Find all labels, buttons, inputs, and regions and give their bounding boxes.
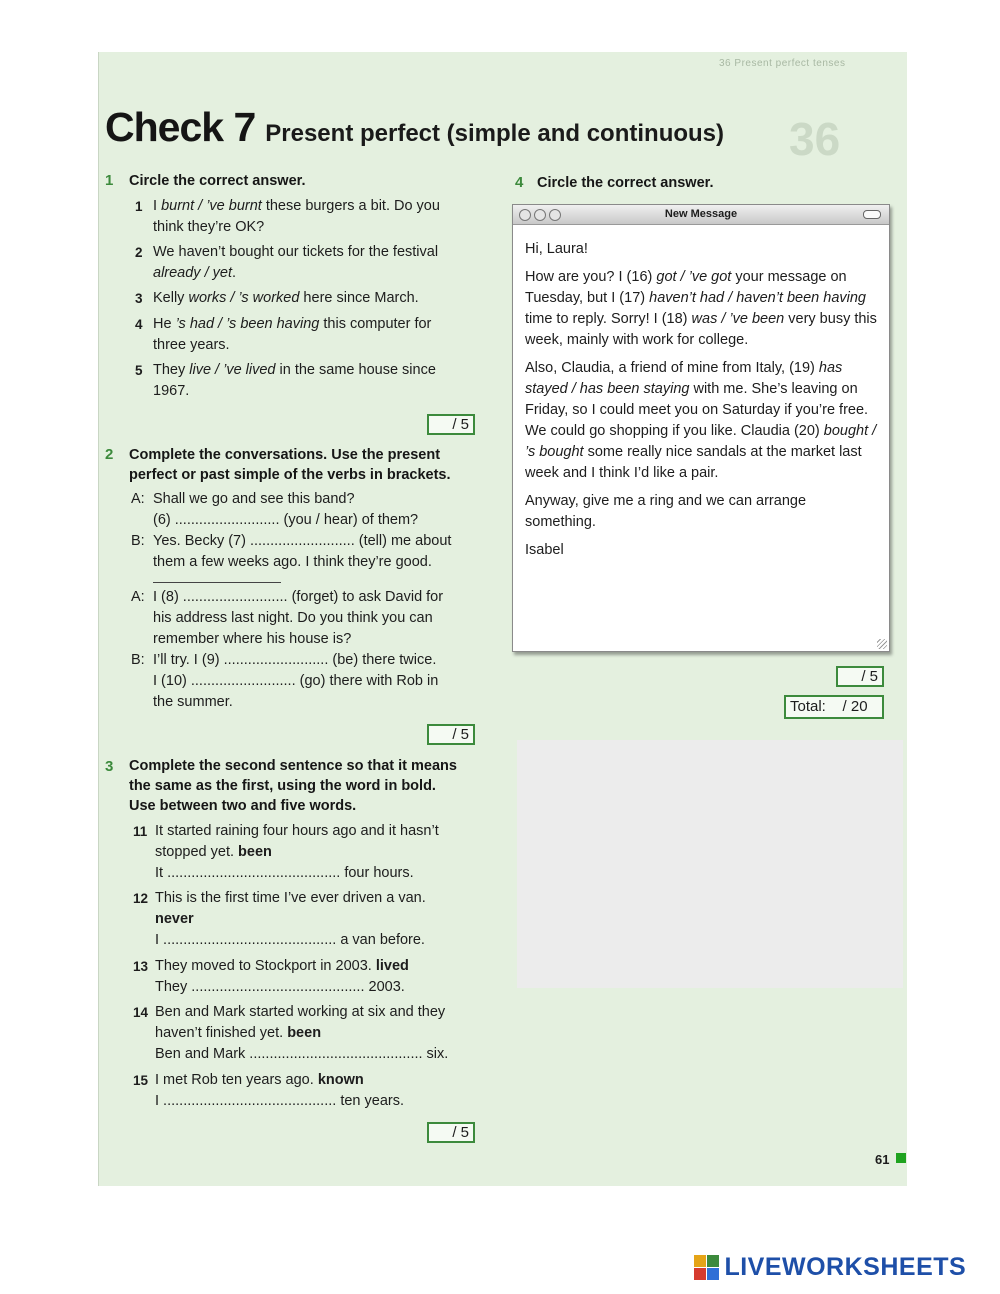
- answer-gap-13[interactable]: They ........................................... 2003.: [155, 979, 405, 995]
- ghost-unit-number: 36: [789, 113, 841, 165]
- close-window-icon[interactable]: [519, 209, 531, 221]
- liveworksheets-logo[interactable]: [694, 1253, 966, 1282]
- zoom-window-icon[interactable]: [549, 209, 561, 221]
- section-4-heading: Circle the correct answer.: [537, 175, 714, 191]
- message-paragraph-3: Anyway, give me a ring and we can arrange something.: [525, 493, 807, 530]
- answer-options-18[interactable]: was / ’ve been: [691, 311, 785, 327]
- message-paragraph-2: Also, Claudia, a friend of mine from Italy, (19) has stayed / has been staying with me. She’s leaving on Friday, so I could meet you on Saturday if you’re free. We could go shopping if you like. Claudia (20) bought / ’s bought some really nice sandals at the market last week and I think I’d like a pair.: [525, 360, 877, 481]
- section-1-heading: Circle the correct answer.: [129, 173, 306, 189]
- answer-options[interactable]: already / yet: [153, 265, 232, 281]
- exercise-item-11: 11 It started raining four hours ago and it hasn’t stopped yet. been It ........................................... four hours.: [155, 821, 495, 884]
- section-4-score: / 5: [836, 666, 884, 687]
- message-paragraph-1: How are you? I (16) got / ’ve got your message on Tuesday, but I (17) haven’t had / haven’t been having time to reply. Sorry! I (18) was / ’ve been very busy this week, mainly with work for college.: [525, 269, 877, 348]
- section-1-number: 1: [105, 172, 114, 189]
- page-title: [105, 104, 724, 151]
- exercise-item-5: 5 They live / ’ve lived in the same house since 1967.: [135, 362, 436, 399]
- blank-overlay: [517, 740, 903, 988]
- section-2-score: / 5: [427, 724, 475, 745]
- window-titlebar: [513, 205, 889, 225]
- exercise-item-2: 2 We haven’t bought our tickets for the festival already / yet.: [135, 244, 439, 281]
- title-check: Check 7: [105, 104, 256, 150]
- brand-name: LIVEWORKSHEETS: [724, 1253, 967, 1281]
- answer-gap-15[interactable]: I ........................................... ten years.: [155, 1093, 404, 1109]
- answer-options-19[interactable]: has stayed / has been staying: [525, 360, 843, 397]
- total-score: Total: / 20: [784, 695, 884, 719]
- answer-gap-14[interactable]: Ben and Mark ........................................... six.: [155, 1046, 449, 1062]
- section-2-number: 2: [105, 446, 114, 463]
- exercise-item-1: 1 I burnt / ’ve burnt these burgers a bit. Do you think they’re OK?: [135, 198, 440, 235]
- page-number: 61: [875, 1152, 890, 1167]
- section-3-heading: Complete the second sentence so that it means the same as the first, using the word in bold. Use between two and five words.: [129, 758, 457, 814]
- answer-options[interactable]: live / ’ve lived: [189, 362, 276, 378]
- gap-9[interactable]: I’ll try. I (9) .......................... (be) there twice.: [153, 652, 437, 668]
- gap-6[interactable]: (6) .......................... (you / hear) of them?: [153, 512, 419, 528]
- conversation-2: A: I (8) .......................... (forget) to ask David for his address last night. Do you think you can remember where his house is? B: I’ll try. I (9) .......................... (be) there twice. I (10) .......................... (go) there with Rob in the summer.: [131, 587, 491, 713]
- new-message-window: [512, 204, 890, 652]
- exercise-item-14: 14 Ben and Mark started working at six and they haven’t finished yet. been Ben and Mark ........................................... six.: [155, 1002, 495, 1065]
- message-body: [513, 225, 889, 561]
- exercise-item-3: 3 Kelly works / ’s worked here since March.: [135, 290, 419, 306]
- section-1-score: / 5: [427, 414, 475, 435]
- toolbar-toggle-icon[interactable]: [863, 210, 881, 219]
- liveworksheets-icon: [694, 1255, 720, 1281]
- section-3-score: / 5: [427, 1122, 475, 1143]
- divider: [153, 582, 281, 583]
- answer-options[interactable]: works / ’s worked: [188, 290, 300, 306]
- resize-handle[interactable]: [877, 639, 887, 649]
- exercise-item-12: 12 This is the first time I’ve ever driven a van. never I ........................................... a van before.: [155, 888, 495, 951]
- answer-gap-11[interactable]: It ........................................... four hours.: [155, 865, 414, 881]
- answer-gap-12[interactable]: I ........................................... a van before.: [155, 932, 425, 948]
- answer-options-20[interactable]: bought / ’s bought: [525, 423, 877, 460]
- exercise-item-15: 15 I met Rob ten years ago. known I ........................................... ten years.: [155, 1070, 495, 1112]
- exercise-item-13: 13 They moved to Stockport in 2003. lived They ........................................... 2003.: [155, 956, 495, 998]
- answer-options-17[interactable]: haven’t had / haven’t been having: [649, 290, 866, 306]
- page-marker: [896, 1153, 906, 1163]
- message-signoff: Isabel: [525, 542, 564, 558]
- worksheet-page: [98, 52, 907, 1186]
- minimize-window-icon[interactable]: [534, 209, 546, 221]
- gap-7[interactable]: Yes. Becky (7) .......................... (tell) me about: [153, 533, 452, 549]
- title-subtitle: Present perfect (simple and continuous): [265, 120, 725, 147]
- conversation-1: A: Shall we go and see this band? (6) .......................... (you / hear) of them? B: Yes. Becky (7) .......................... (tell) me about them a few weeks ago. I think they’re good.: [131, 489, 491, 573]
- section-3-number: 3: [105, 758, 114, 775]
- answer-options[interactable]: ’s had / ’s been having: [175, 316, 320, 332]
- window-title: New Message: [664, 208, 738, 220]
- exercise-item-4: 4 He ’s had / ’s been having this computer for three years.: [135, 316, 432, 353]
- answer-options[interactable]: burnt / ’ve burnt: [161, 198, 262, 214]
- gap-10[interactable]: I (10) .......................... (go) there with Rob in: [153, 673, 439, 689]
- section-2-heading: Complete the conversations. Use the present perfect or past simple of the verbs in brackets.: [129, 447, 451, 483]
- section-4-number: 4: [515, 174, 524, 191]
- gap-8[interactable]: I (8) .......................... (forget) to ask David for: [153, 589, 444, 605]
- answer-options-16[interactable]: got / ’ve got: [656, 269, 732, 285]
- running-header: 36 Present perfect tenses: [719, 58, 846, 69]
- message-greeting: Hi, Laura!: [525, 241, 588, 257]
